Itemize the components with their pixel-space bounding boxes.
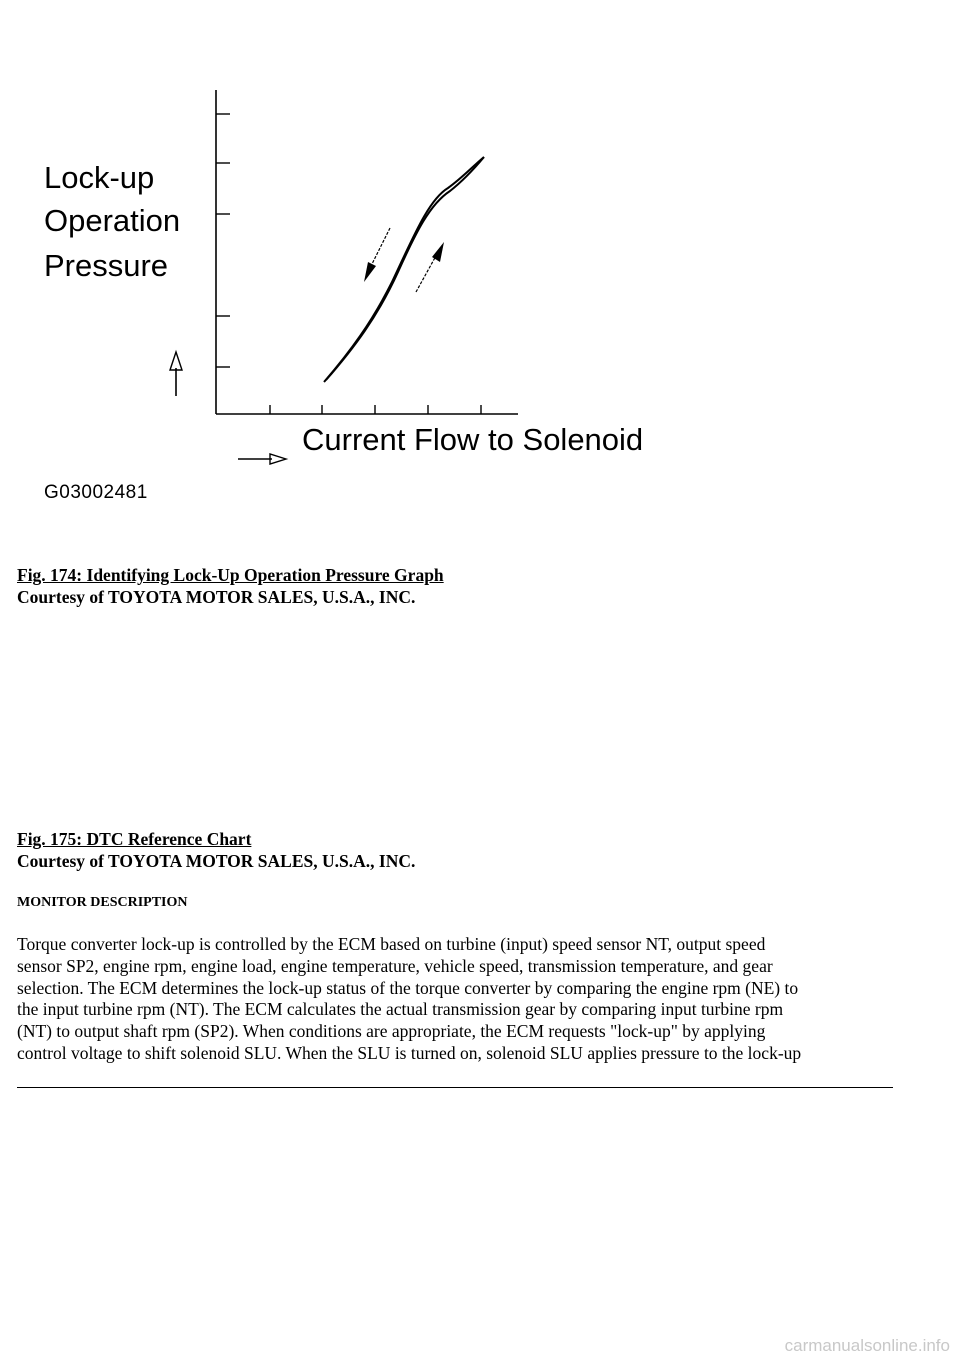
- body-line: the input turbine rpm (NT). The ECM calculates the actual transmission gear by comparing input turbine rpm: [17, 999, 784, 1020]
- lockup-pressure-figure: [0, 0, 960, 540]
- figure-id: G03002481: [44, 482, 148, 503]
- section-heading: MONITOR DESCRIPTION: [17, 895, 188, 910]
- watermark: carmanualsonline.info: [784, 1336, 950, 1355]
- fig-174-credit: Courtesy of TOYOTA MOTOR SALES, U.S.A., INC.: [17, 587, 416, 607]
- pressure-curve-falling: [326, 157, 484, 380]
- pressure-curve-rising: [324, 157, 484, 382]
- monitor-description-text: [17, 934, 897, 1065]
- body-line: control voltage to shift solenoid SLU. When the SLU is turned on, solenoid SLU applies pressure to the lock-up: [17, 1042, 802, 1063]
- body-line: Torque converter lock-up is controlled by the ECM based on turbine (input) speed sensor NT, output speed: [17, 934, 766, 954]
- decreasing-arrowhead: [364, 262, 376, 282]
- fig-175-title[interactable]: Fig. 175: DTC Reference Chart: [17, 829, 252, 849]
- fig-174-title[interactable]: Fig. 174: Identifying Lock-Up Operation Pressure Graph: [17, 565, 444, 585]
- decreasing-arrow: [370, 228, 390, 268]
- body-line: selection. The ECM determines the lock-up status of the torque converter by comparing the engine rpm (NE) to: [17, 977, 799, 998]
- current-direction-arrowhead: [270, 454, 286, 464]
- body-line: (NT) to output shaft rpm (SP2). When conditions are appropriate, the ECM requests "lock-up" by applying: [17, 1021, 766, 1042]
- y-axis-label-line-1: Lock-up: [44, 160, 155, 195]
- x-axis-label: Current Flow to Solenoid: [302, 422, 644, 457]
- page-divider: [17, 1087, 893, 1088]
- pressure-direction-arrowhead: [170, 352, 182, 370]
- body-line: sensor SP2, engine rpm, engine load, engine temperature, vehicle speed, transmission temperature, and gear: [17, 955, 773, 976]
- fig-175-credit: Courtesy of TOYOTA MOTOR SALES, U.S.A., INC.: [17, 851, 416, 871]
- y-axis-label-line-3: Pressure: [44, 248, 169, 283]
- y-axis-label-line-2: Operation: [44, 203, 181, 238]
- increasing-arrow: [416, 254, 437, 292]
